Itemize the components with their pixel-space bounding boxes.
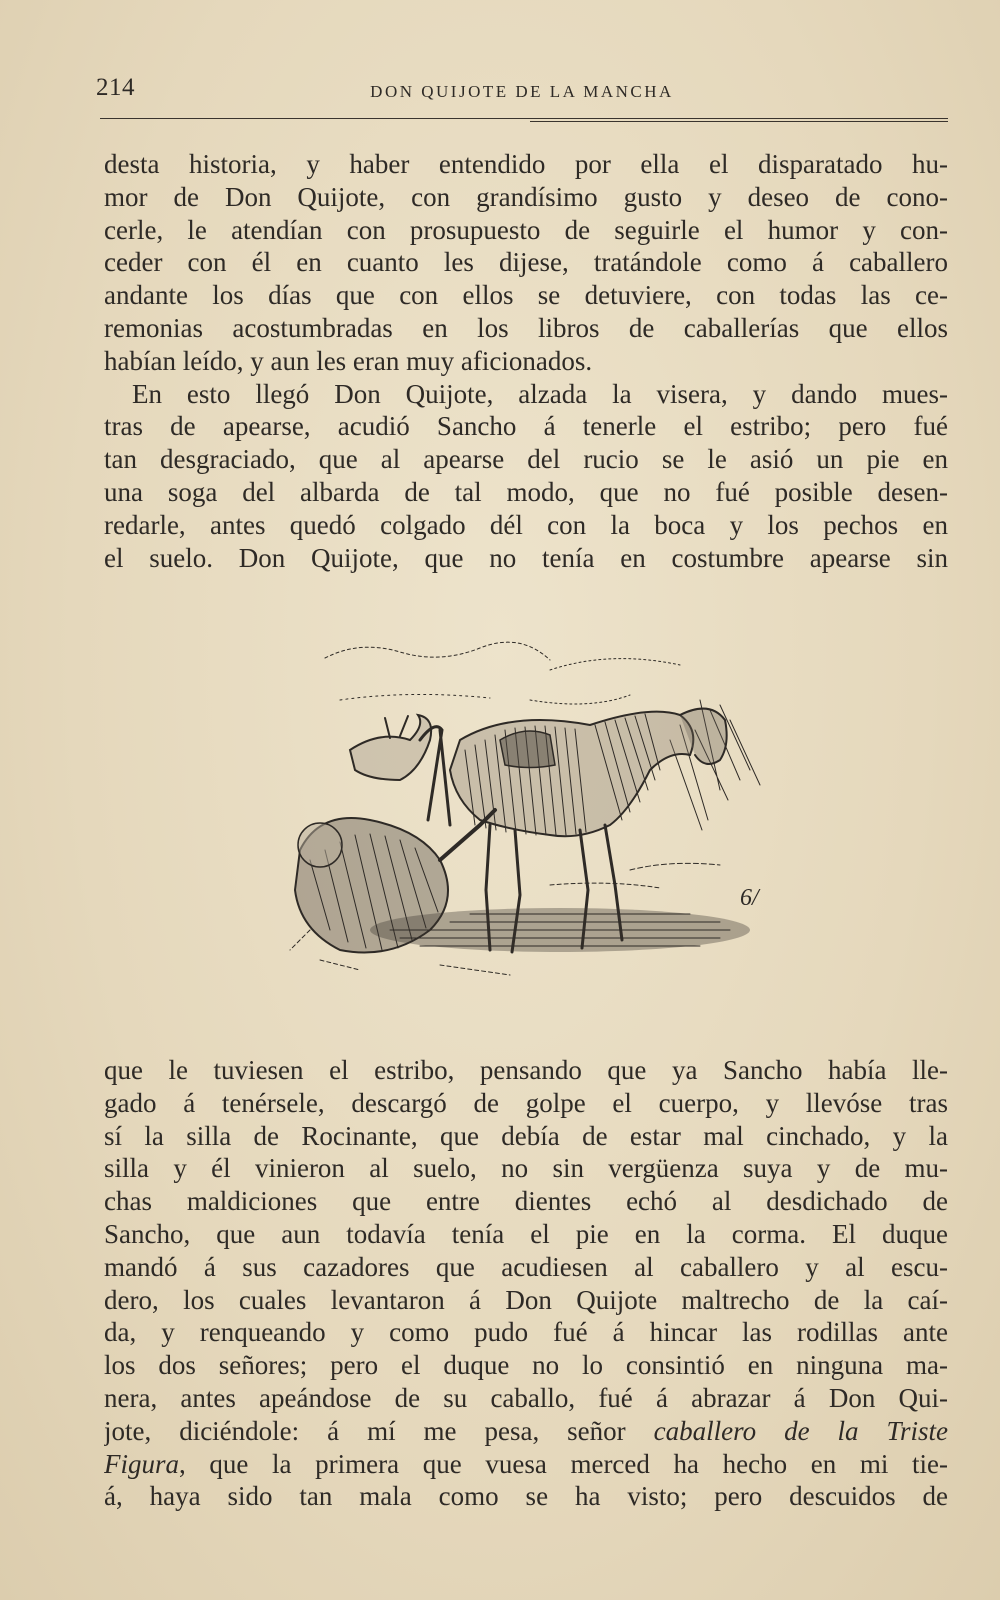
text-line: gado á tenérsele, descargó de golpe el cuerpo, y llevóse tras [104,1087,948,1118]
text-line: á, haya sido tan mala como se ha visto; pero descuidos de [104,1481,948,1512]
text-line: remonias acostumbradas en los libros de caballerías que ellos [104,312,948,343]
text-line: Sancho, que aun todavía tenía el pie en la corma. El duque [104,1218,948,1249]
text-line: mandó á sus cazadores que acudiesen al caballero y al escu- [104,1251,948,1282]
text-line: tan desgraciado, que al apearse del rucio se le asió un pie en [104,444,948,475]
text-line: tras de apearse, acudió Sancho á tenerle el estribo; pero fué [104,411,948,442]
text-line: cerle, le atendían con prosupuesto de seguirle el humor y con- [104,214,948,245]
text-line-with-italic [104,1415,948,1448]
page-header [96,70,948,110]
text-line: sí la silla de Rocinante, que debía de estar mal cinchado, y la [104,1120,948,1151]
text-line: que le tuviesen el estribo, pensando que ya Sancho había lle- [104,1055,948,1085]
text-line: dero, los cuales levantaron á Don Quijote maltrecho de la caí- [104,1284,948,1315]
text-line: redarle, antes quedó colgado dél con la boca y los pechos en [104,509,948,540]
text-line: mor de Don Quijote, con grandísimo gusto y deseo de cono- [104,181,948,212]
text-line: da, y renqueando y como pudo fué á hincar las rodillas ante [104,1317,948,1348]
text-line: una soga del albarda de tal modo, que no fué posible desen- [104,476,948,507]
text-line: habían leído, y aun les eran muy aficionados. [104,345,593,376]
text-line: ceder con él en cuanto les dijese, tratándole como á caballero [104,247,948,278]
text-block-bottom [104,1054,948,1513]
text-line: En esto llegó Don Quijote, alzada la visera, y dando mues- [132,378,948,409]
text-line: desta historia, y haber entendido por ella el disparatado hu- [104,149,948,179]
page-number: 214 [96,74,135,101]
text-run: jote, diciéndole: á mí me pesa, señor [104,1415,626,1446]
text-line: chas maldiciones que entre dientes echó al desdichado de [104,1186,948,1217]
text-line: nera, antes apeándose de su caballo, fué á abrazar á Don Qui- [104,1382,948,1413]
header-rule [100,118,948,119]
text-line: los dos señores; pero el duque no lo consintió en ninguna ma- [104,1350,948,1381]
text-line: el suelo. Don Quijote, que no tenía en costumbre apearse sin [104,542,948,573]
text-line: silla y él vinieron al suelo, no sin vergüenza suya y de mu- [104,1153,948,1184]
text-block-top [104,148,948,574]
italic-phrase: caballero de la Triste [653,1415,948,1446]
header-rule-secondary [530,121,948,122]
text-line: andante los días que con ellos se detuviere, con todas las ce- [104,280,948,311]
text-line-with-italic [104,1448,948,1481]
engraver-signature: 6/ [740,885,759,911]
running-title: DON QUIJOTE DE LA MANCHA [370,82,674,101]
engraving-illustration [250,630,810,1010]
text-run: , que la primera que vuesa merced ha hecho en mi tie- [179,1448,948,1479]
italic-phrase: Figura [104,1448,180,1479]
